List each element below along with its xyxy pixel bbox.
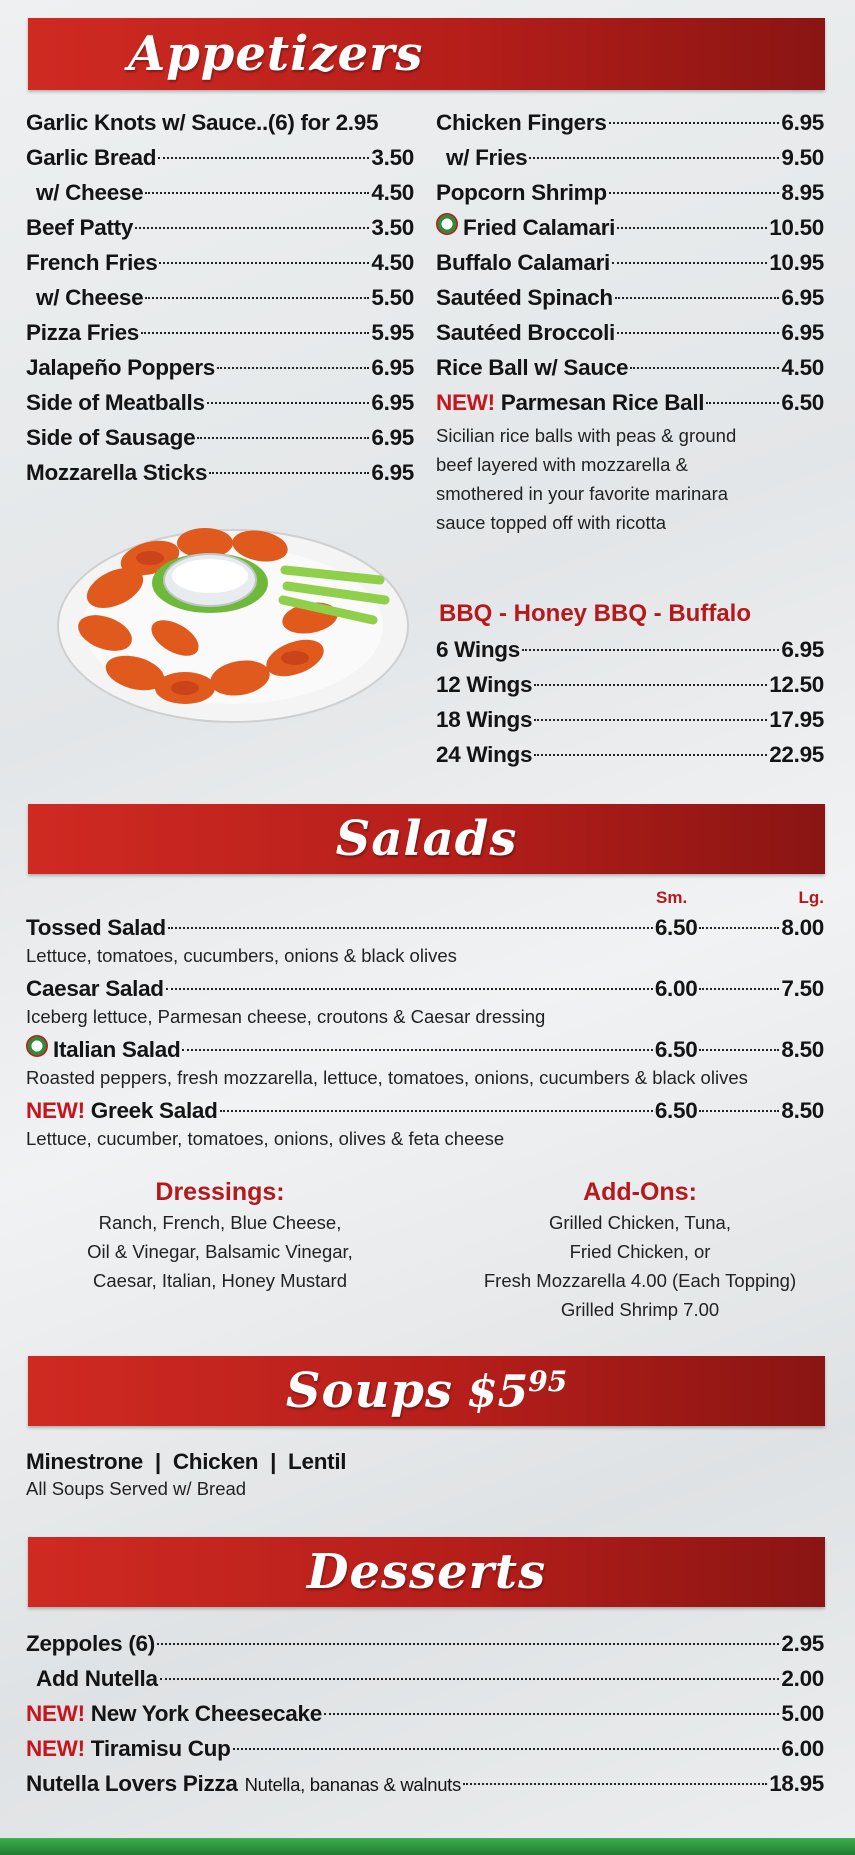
appetizers-title: Appetizers: [128, 26, 424, 82]
menu-item-18-wings: 18 Wings 17.95: [436, 707, 824, 732]
desserts-section: [26, 1626, 824, 1801]
desserts-title: Desserts: [306, 1544, 547, 1600]
wings-section: [436, 596, 824, 772]
appetizers-banner: [28, 18, 825, 90]
addons-title: Add-Ons:: [583, 1178, 697, 1206]
salads-title: Salads: [335, 811, 518, 867]
menu-item-buffalo-calamari: Buffalo Calamari 10.95: [436, 250, 824, 275]
menu-item-sauteed-broccoli: Sautéed Broccoli 6.95: [436, 320, 824, 345]
soups-note: All Soups Served w/ Bread: [26, 1478, 247, 1499]
salad-item-greek: NEW! Greek Salad 6.50 8.50 Lettuce, cucumber, tomatoes, onions, olives & feta cheese: [26, 1093, 824, 1153]
rice-ball-description: Sicilian rice balls with peas & ground beef layered with mozzarella & smothered in your favorite marinara sauce topped off with ricotta: [436, 425, 737, 533]
soups-banner: [28, 1356, 825, 1426]
salad-item-caesar: Caesar Salad 6.00 7.50 Iceberg lettuce, Parmesan cheese, croutons & Caesar dressing: [26, 971, 824, 1031]
menu-item-fries-cheese: w/ Cheese 5.50: [36, 285, 414, 310]
dessert-item-nutella-pizza: Nutella Lovers Pizza Nutella, bananas & walnuts 18.95: [26, 1766, 824, 1801]
menu-item-12-wings: 12 Wings 12.50: [436, 672, 824, 697]
menu-item-fried-calamari: Fried Calamari 10.50: [436, 210, 824, 245]
menu-item-garlic-bread-cheese: w/ Cheese 4.50: [36, 180, 414, 205]
salad-description: Iceberg lettuce, Parmesan cheese, croutons & Caesar dressing: [26, 1006, 546, 1027]
new-badge: NEW!: [26, 1098, 85, 1123]
wings-plate-image: [55, 508, 410, 726]
size-header: [26, 886, 824, 910]
menu-item-side-sausage: Side of Sausage 6.95: [26, 425, 414, 450]
new-badge: NEW!: [26, 1701, 85, 1726]
menu-item-6-wings: 6 Wings 6.95: [436, 637, 824, 662]
dressings-block: Dressings: Ranch, French, Blue Cheese, Oil & Vinegar, Balsamic Vinegar, Caesar, Italian, Honey Mustard: [50, 1176, 390, 1295]
appetizers-left-column: [26, 105, 414, 490]
menu-item-rice-ball: Rice Ball w/ Sauce 4.50: [436, 355, 824, 380]
house-specialty-badge-icon: [436, 213, 458, 235]
house-specialty-badge-icon: [26, 1035, 48, 1057]
menu-item-pizza-fries: Pizza Fries 5.95: [26, 320, 414, 345]
menu-item-garlic-bread: Garlic Bread 3.50: [26, 145, 414, 170]
menu-item-side-meatballs: Side of Meatballs 6.95: [26, 390, 414, 415]
desserts-banner: [28, 1537, 825, 1607]
salads-section: [26, 886, 824, 1153]
dessert-item-cheesecake: NEW! New York Cheesecake 5.00: [26, 1696, 824, 1731]
dessert-item-tiramisu: NEW! Tiramisu Cup 6.00: [26, 1731, 824, 1766]
salad-item-italian: Italian Salad 6.50 8.50 Roasted peppers, fresh mozzarella, lettuce, tomatoes, onions, cucumbers & black olives: [26, 1032, 824, 1092]
menu-item-chicken-fingers: Chicken Fingers 6.95: [436, 110, 824, 135]
salad-description: Lettuce, tomatoes, cucumbers, onions & black olives: [26, 945, 457, 966]
menu-item-beef-patty: Beef Patty 3.50: [26, 215, 414, 240]
dessert-item-zeppoles: Zeppoles (6) 2.95: [26, 1631, 824, 1656]
menu-item-24-wings: 24 Wings 22.95: [436, 742, 824, 767]
addons-block: Add-Ons: Grilled Chicken, Tuna, Fried Chicken, or Fresh Mozzarella 4.00 (Each Topping) Grilled Shrimp 7.00: [455, 1176, 825, 1324]
wings-flavors-heading: BBQ - Honey BBQ - Buffalo: [439, 600, 751, 627]
menu-item-mozzarella-sticks: Mozzarella Sticks 6.95: [26, 460, 414, 485]
menu-item-sauteed-spinach: Sautéed Spinach 6.95: [436, 285, 824, 310]
size-large-label: Lg.: [798, 888, 824, 907]
menu-item-jalapeno-poppers: Jalapeño Poppers 6.95: [26, 355, 414, 380]
salads-banner: [28, 804, 825, 874]
salad-description: Roasted peppers, fresh mozzarella, lettuce, tomatoes, onions, cucumbers & black olives: [26, 1067, 748, 1088]
dessert-extra-description: Nutella, bananas & walnuts: [244, 1774, 461, 1795]
menu-item-popcorn-shrimp: Popcorn Shrimp 8.95: [436, 180, 824, 205]
dressings-title: Dressings:: [155, 1178, 285, 1206]
salad-description: Lettuce, cucumber, tomatoes, onions, olives & feta cheese: [26, 1128, 505, 1149]
soups-title: Soups: [285, 1363, 453, 1419]
dessert-item-add-nutella: Add Nutella 2.00: [36, 1666, 824, 1691]
menu-item-fingers-fries: w/ Fries 9.50: [446, 145, 824, 170]
salad-item-tossed: Tossed Salad 6.50 8.00 Lettuce, tomatoes, cucumbers, onions & black olives: [26, 910, 824, 970]
soups-list: Minestrone | Chicken | Lentil: [26, 1449, 347, 1474]
new-badge: NEW!: [436, 390, 495, 415]
new-badge: NEW!: [26, 1736, 85, 1761]
menu-item-garlic-knots: Garlic Knots w/ Sauce..(6) for 2.95: [26, 110, 379, 135]
footer-green-strip: [0, 1838, 855, 1855]
menu-item-french-fries: French Fries 4.50: [26, 250, 414, 275]
soups-section: [26, 1444, 824, 1503]
size-small-label: Sm.: [656, 888, 688, 907]
menu-item-parmesan-rice-ball: NEW! Parmesan Rice Ball 6.50: [436, 385, 824, 420]
appetizers-right-column: [436, 105, 824, 537]
soups-price: $\$5^{95}$: [466, 1364, 568, 1418]
